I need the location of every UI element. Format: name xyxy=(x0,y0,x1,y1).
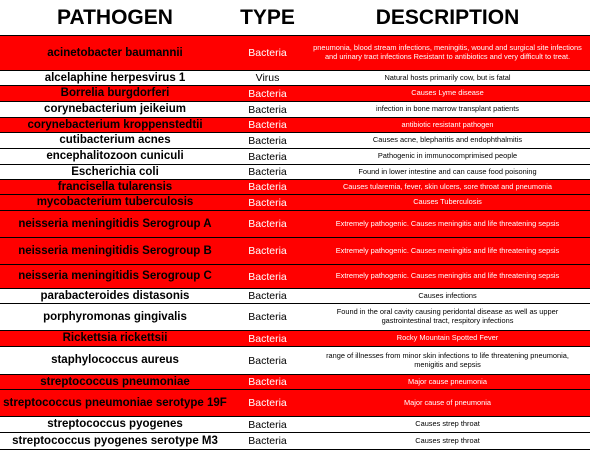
desc-cell: Causes Lyme disease xyxy=(411,89,484,98)
desc-cell: Found in lower intestine and can cause food poisoning xyxy=(358,167,537,176)
table-row xyxy=(0,118,590,133)
table-row xyxy=(0,390,590,417)
pathogen-cell: corynebacterium kroppenstedtii xyxy=(27,118,203,131)
desc-cell: range of illnesses from minor skin infections to life threatening pneumonia, menigitis and sepsis xyxy=(326,351,569,369)
desc-cell: Pathogenic in immunocomprimised people xyxy=(377,152,518,161)
pathogen-cell: francisella tularensis xyxy=(57,180,173,193)
desc-cell: Causes Tuberculosis xyxy=(413,198,482,207)
desc-cell: Extremely pathogenic. Causes meningitis and life threatening sepsis xyxy=(335,272,560,281)
header-description: DESCRIPTION xyxy=(375,5,520,29)
type-cell: Bacteria xyxy=(248,181,287,193)
desc-cell: Extremely pathogenic. Causes meningitis and life threatening sepsis xyxy=(335,246,560,255)
table-body xyxy=(0,36,590,450)
type-cell: Bacteria xyxy=(248,354,287,367)
desc-cell: Major cause pneumonia xyxy=(408,377,487,386)
table-row xyxy=(0,304,590,331)
desc-cell: antibiotic resistant pathogen xyxy=(401,120,494,129)
table-row xyxy=(0,180,590,195)
pathogen-cell: alcelaphine herpesvirus 1 xyxy=(44,71,186,84)
type-cell: Bacteria xyxy=(248,103,287,116)
desc-cell: Causes infections xyxy=(418,291,477,300)
desc-cell: Causes acne, blepharitis and endophthalmitis xyxy=(372,136,523,145)
desc-cell: Natural hosts primarily cow, but is fatal xyxy=(384,73,511,82)
type-cell: Bacteria xyxy=(248,87,287,100)
table-row xyxy=(0,165,590,180)
desc-cell: Rocky Mountain Spotted Fever xyxy=(396,334,499,343)
pathogen-cell: streptococcus pyogenes xyxy=(47,418,183,431)
desc-cell: Causes tularemia, fever, skin ulcers, sore throat and pneumonia xyxy=(342,182,553,191)
type-cell: Bacteria xyxy=(248,418,287,431)
table-row xyxy=(0,417,590,433)
type-cell: Bacteria xyxy=(248,196,287,209)
table-row xyxy=(0,238,590,265)
table-row xyxy=(0,375,590,390)
desc-cell: infection in bone marrow transplant patients xyxy=(376,105,519,114)
pathogen-cell: neisseria meningitidis Serogroup B xyxy=(18,244,212,257)
type-cell: Bacteria xyxy=(248,218,287,230)
pathogen-cell: neisseria meningitidis Serogroup C xyxy=(18,270,212,283)
table-row xyxy=(0,289,590,304)
desc-cell: pneumonia, blood stream infections, meningitis, wound and surgical site infections and urinary tract infections Resistant to antibiotics and very difficult to treat. xyxy=(313,44,582,61)
table-header xyxy=(0,0,590,36)
type-cell: Bacteria xyxy=(248,166,287,178)
table-row xyxy=(0,149,590,165)
table-row xyxy=(0,195,590,211)
desc-cell: Extremely pathogenic. Causes meningitis and life threatening sepsis xyxy=(335,219,560,228)
type-cell: Bacteria xyxy=(248,311,287,323)
type-cell: Bacteria xyxy=(248,150,287,163)
table-row xyxy=(0,71,590,86)
type-cell: Bacteria xyxy=(248,245,287,257)
pathogen-cell: streptococcus pyogenes serotype M3 xyxy=(12,434,218,447)
pathogen-cell: mycobacterium tuberculosis xyxy=(36,196,194,209)
pathogen-cell: cutibacterium acnes xyxy=(59,134,171,147)
type-cell: Bacteria xyxy=(248,47,287,59)
type-cell: Bacteria xyxy=(248,332,287,345)
table-row xyxy=(0,347,590,375)
table-row xyxy=(0,86,590,102)
pathogen-cell: corynebacterium jeikeium xyxy=(44,103,186,116)
pathogen-cell: Borrelia burgdorferi xyxy=(60,87,170,100)
pathogen-cell: streptococcus pneumoniae xyxy=(40,375,190,388)
type-cell: Bacteria xyxy=(248,270,287,283)
header-type: TYPE xyxy=(240,5,295,29)
desc-cell: Causes strep throat xyxy=(415,436,480,445)
pathogen-cell: acinetobacter baumannii xyxy=(47,46,183,59)
pathogen-cell: encephalitozoon cuniculi xyxy=(46,150,184,163)
pathogen-cell: Escherichia coli xyxy=(71,165,159,178)
pathogen-cell: Rickettsia rickettsii xyxy=(62,332,168,345)
pathogen-cell: staphylococcus aureus xyxy=(51,354,179,367)
desc-cell: Causes strep throat xyxy=(415,420,480,429)
table-row xyxy=(0,265,590,289)
table-row xyxy=(0,36,590,71)
table-row xyxy=(0,102,590,118)
type-cell: Bacteria xyxy=(248,435,287,447)
pathogen-cell: streptococcus pneumoniae serotype 19F xyxy=(3,396,227,409)
table-row xyxy=(0,211,590,238)
type-cell: Bacteria xyxy=(248,119,287,131)
type-cell: Bacteria xyxy=(248,290,287,302)
pathogen-cell: porphyromonas gingivalis xyxy=(43,310,187,323)
table-row xyxy=(0,133,590,149)
table-row xyxy=(0,433,590,450)
header-pathogen: PATHOGEN xyxy=(57,5,173,29)
type-cell: Bacteria xyxy=(248,376,287,388)
type-cell: Bacteria xyxy=(248,397,287,409)
type-cell: Virus xyxy=(255,72,280,84)
pathogen-cell: parabacteroides distasonis xyxy=(40,289,190,302)
type-cell: Bacteria xyxy=(248,134,287,147)
desc-cell: Found in the oral cavity causing peridontal disease as well as upper gastrointestinal tract, respitory infections xyxy=(336,308,559,325)
pathogen-cell: neisseria meningitidis Serogroup A xyxy=(18,217,212,230)
desc-cell: Major cause of pneumonia xyxy=(403,398,492,407)
table-row xyxy=(0,331,590,347)
